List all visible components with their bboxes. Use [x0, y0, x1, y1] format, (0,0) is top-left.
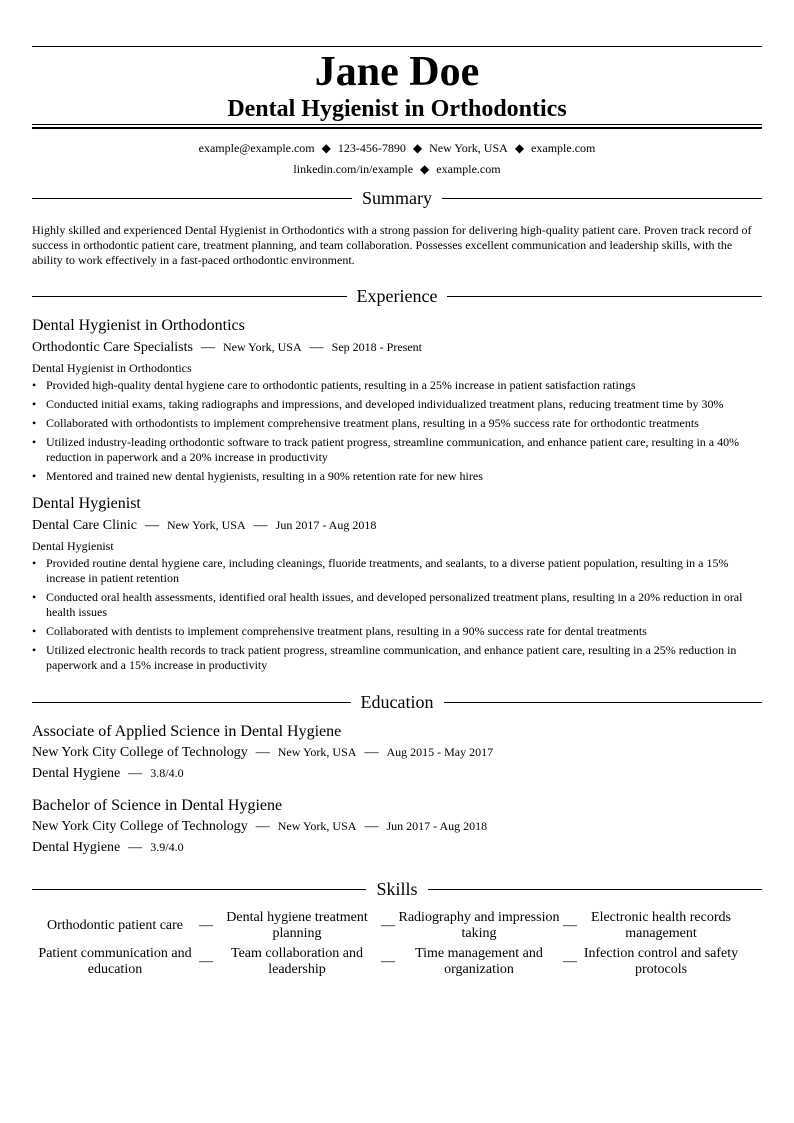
school-location: New York, USA: [277, 819, 357, 833]
list-item: • Mentored and trained new dental hygienists, resulting in a 90% retention rate for new hires: [32, 469, 483, 483]
job-entry: [32, 316, 762, 484]
linkedin-link[interactable]: linkedin.com/in/example: [293, 162, 414, 176]
skill-item: Time management and organization: [415, 946, 543, 977]
job-entry: [32, 494, 762, 673]
gpa: 3.9/4.0: [150, 840, 184, 854]
bullet-icon: •: [32, 643, 37, 657]
phone-text: 123-456-7890: [337, 141, 406, 155]
school-location: New York, USA: [277, 745, 357, 759]
section-title: Experience: [356, 286, 438, 306]
school-dates: Aug 2015 - May 2017: [386, 745, 494, 759]
diamond-separator-icon: ◆: [514, 141, 525, 155]
gpa: 3.8/4.0: [150, 766, 184, 780]
skill-item: Orthodontic patient care: [46, 918, 184, 933]
job-location: New York, USA: [222, 340, 302, 354]
section-title: Summary: [362, 188, 432, 208]
diamond-separator-icon: ◆: [321, 141, 331, 155]
resume-page: [32, 46, 762, 982]
top-rule: [32, 46, 762, 47]
job-title: Dental Hygienist: [32, 495, 141, 512]
bullet-icon: •: [32, 556, 37, 570]
summary-text: Highly skilled and experienced Dental Hygienist in Orthodontics with a strong passion for delivering high-quality patient care. Proven track record of success in orthodontic patient care, treatment planning, and team collaboration. Possesses excellent communication and leadership skills, with the ability to work effectively in a fast-paced orthodontic environment.: [32, 223, 752, 267]
school-name: New York City College of Technology: [32, 745, 248, 760]
job-org-line: Dental Care Clinic — New York, USA — Jun 2017 - Aug 2018: [32, 518, 377, 533]
website-link[interactable]: example.com: [531, 141, 596, 155]
bullet-icon: •: [32, 435, 37, 449]
skill-item: Dental hygiene treatment planning: [226, 910, 368, 941]
job-title: Dental Hygienist in Orthodontics: [32, 317, 245, 334]
bullet-icon: •: [32, 416, 37, 430]
school-line: New York City College of Technology — New York, USA — Jun 2017 - Aug 2018: [32, 819, 488, 834]
location-text: New York, USA: [429, 141, 508, 155]
email-link[interactable]: example@example.com: [198, 141, 315, 155]
field-of-study: Dental Hygiene: [32, 766, 121, 781]
job-bullets: [32, 556, 762, 673]
field-line: Dental Hygiene — 3.9/4.0: [32, 840, 184, 855]
school-line: New York City College of Technology — New York, USA — Aug 2015 - May 2017: [32, 745, 494, 760]
job-subtitle: Dental Hygienist in Orthodontics: [32, 361, 192, 375]
website-link-2[interactable]: example.com: [436, 162, 501, 176]
skills-row: Patient communication and education — Team collaboration and leadership — Time management and organization — Infection control and safety protocols: [32, 946, 762, 978]
contact-block: [32, 138, 762, 180]
job-dates: Sep 2018 - Present: [331, 340, 422, 354]
bullet-icon: •: [32, 378, 37, 392]
job-subtitle: Dental Hygienist: [32, 539, 114, 553]
education-entry: [32, 796, 762, 858]
skill-item: Patient communication and education: [38, 946, 192, 977]
contact-line-1: [32, 138, 762, 159]
bullet-icon: •: [32, 469, 37, 483]
degree-title: Associate of Applied Science in Dental Hygiene: [32, 723, 342, 740]
bullet-icon: •: [32, 397, 37, 411]
experience-heading: [32, 285, 762, 307]
skill-item: Electronic health records management: [591, 910, 731, 941]
bullet-icon: •: [32, 590, 37, 604]
candidate-title: Dental Hygienist in Orthodontics: [227, 96, 567, 122]
diamond-separator-icon: ◆: [412, 141, 423, 155]
job-location: New York, USA: [166, 518, 246, 532]
company-name: Dental Care Clinic: [32, 518, 137, 533]
job-bullets: [32, 378, 762, 484]
list-item: • Utilized industry-leading orthodontic software to track patient progress, streamline communication, and enhance patient care, resulting in a 40% reduction in paperwork and a 20% increase in productivity: [32, 435, 740, 464]
school-name: New York City College of Technology: [32, 819, 248, 834]
job-dates: Jun 2017 - Aug 2018: [275, 518, 377, 532]
list-item: • Provided high-quality dental hygiene care to orthodontic patients, resulting in a 25% increase in patient satisfaction ratings: [32, 378, 636, 392]
list-item: • Provided routine dental hygiene care, including cleanings, fluoride treatments, and sealants, to a diverse patient population, resulting in a 15% increase in patient retention: [32, 556, 729, 585]
list-item: • Collaborated with orthodontists to implement comprehensive treatment plans, resulting in a 95% success rate for orthodontic treatments: [32, 416, 699, 430]
education-heading: [32, 691, 762, 713]
company-name: Orthodontic Care Specialists: [32, 340, 193, 355]
bullet-icon: •: [32, 624, 37, 638]
skill-item: Team collaboration and leadership: [231, 946, 363, 977]
degree-title: Bachelor of Science in Dental Hygiene: [32, 797, 283, 814]
skills-heading: [32, 878, 762, 900]
skill-item: Radiography and impression taking: [398, 910, 560, 941]
list-item: • Conducted oral health assessments, identified oral health issues, and developed personalized treatment plans, resulting in a 20% reduction in oral health issues: [32, 590, 743, 619]
job-org-line: Orthodontic Care Specialists — New York, USA — Sep 2018 - Present: [32, 340, 422, 355]
summary-heading: [32, 187, 762, 209]
list-item: • Utilized electronic health records to track patient progress, streamline communication, and enhance patient care, resulting in a 25% reduction in paperwork and a 15% increase in productivity: [32, 643, 737, 672]
list-item: • Collaborated with dentists to implement comprehensive treatment plans, resulting in a 90% success rate for dental treatments: [32, 624, 647, 638]
section-title: Skills: [376, 879, 418, 899]
candidate-name: Jane Doe: [314, 49, 480, 95]
header-rule: [32, 124, 762, 129]
skill-item: Infection control and safety protocols: [583, 946, 739, 977]
field-of-study: Dental Hygiene: [32, 840, 121, 855]
contact-line-2: [32, 159, 762, 180]
list-item: • Conducted initial exams, taking radiographs and impressions, and developed individualized treatment plans, reducing treatment time by 30%: [32, 397, 724, 411]
education-entry: [32, 722, 762, 784]
diamond-separator-icon: ◆: [420, 162, 430, 176]
field-line: Dental Hygiene — 3.8/4.0: [32, 766, 184, 781]
skills-grid: [32, 910, 762, 978]
school-dates: Jun 2017 - Aug 2018: [386, 819, 488, 833]
skills-row: Orthodontic patient care — Dental hygiene treatment planning — Radiography and impression taking — Electronic health records management: [32, 910, 762, 942]
section-title: Education: [360, 692, 434, 712]
